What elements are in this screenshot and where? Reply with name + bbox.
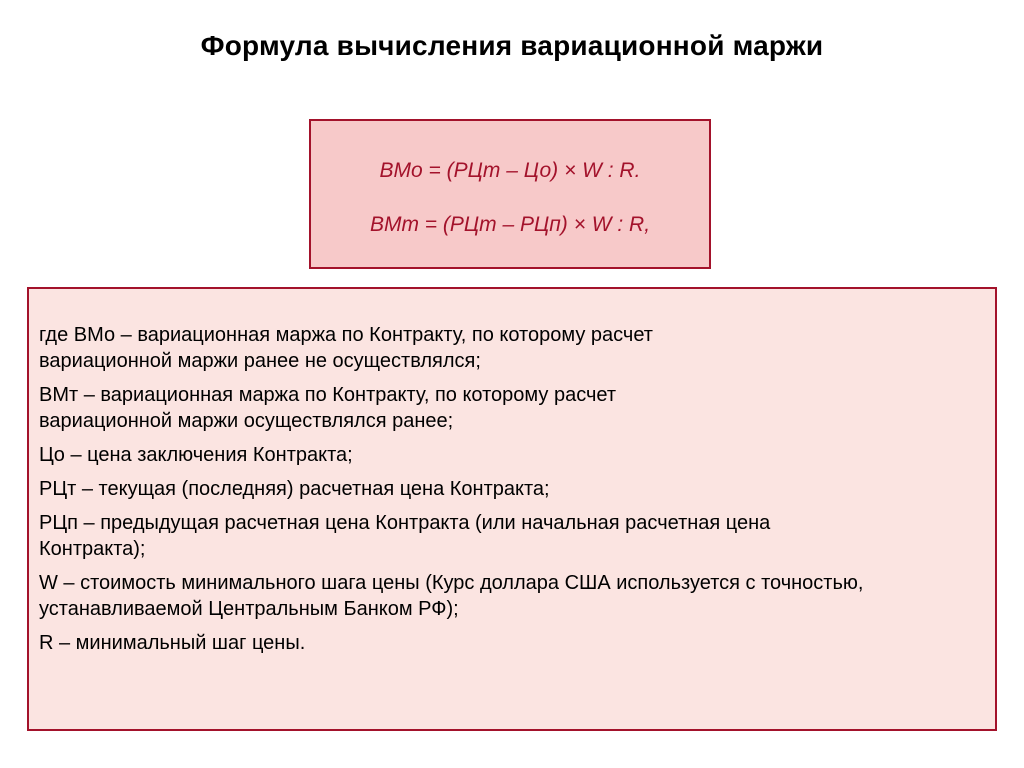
legend-item-vmt: ВМт – вариационная маржа по Контракту, по которому расчет вариационной маржи осуществлялся ранее; <box>39 384 617 432</box>
page-title: Формула вычисления вариационной маржи <box>200 30 824 61</box>
formula-box <box>309 119 711 269</box>
legend-box <box>27 287 997 731</box>
legend-list <box>39 322 984 664</box>
legend-item-rct: РЦт – текущая (последняя) расчетная цена Контракта; <box>39 478 550 500</box>
legend-item-w: W – стоимость минимального шага цены (Курс доллара США используется с точностью, устанавливаемой Центральным Банком РФ); <box>39 572 864 620</box>
formula-subsequent-margin: ВМm = (РЦm – РЦп) × W : R, <box>369 213 651 236</box>
formula-initial-margin: ВМо = (РЦm – Цо) × W : R. <box>379 159 641 182</box>
legend-item-co: Цо – цена заключения Контракта; <box>39 444 353 466</box>
legend-item-rcp: РЦп – предыдущая расчетная цена Контракта (или начальная расчетная цена Контракта); <box>39 512 771 560</box>
legend-item-vmo: где ВМо – вариационная маржа по Контракту, по которому расчет вариационной маржи ранее не осуществлялся; <box>39 324 653 372</box>
legend-item-r: R – минимальный шаг цены. <box>39 632 306 654</box>
